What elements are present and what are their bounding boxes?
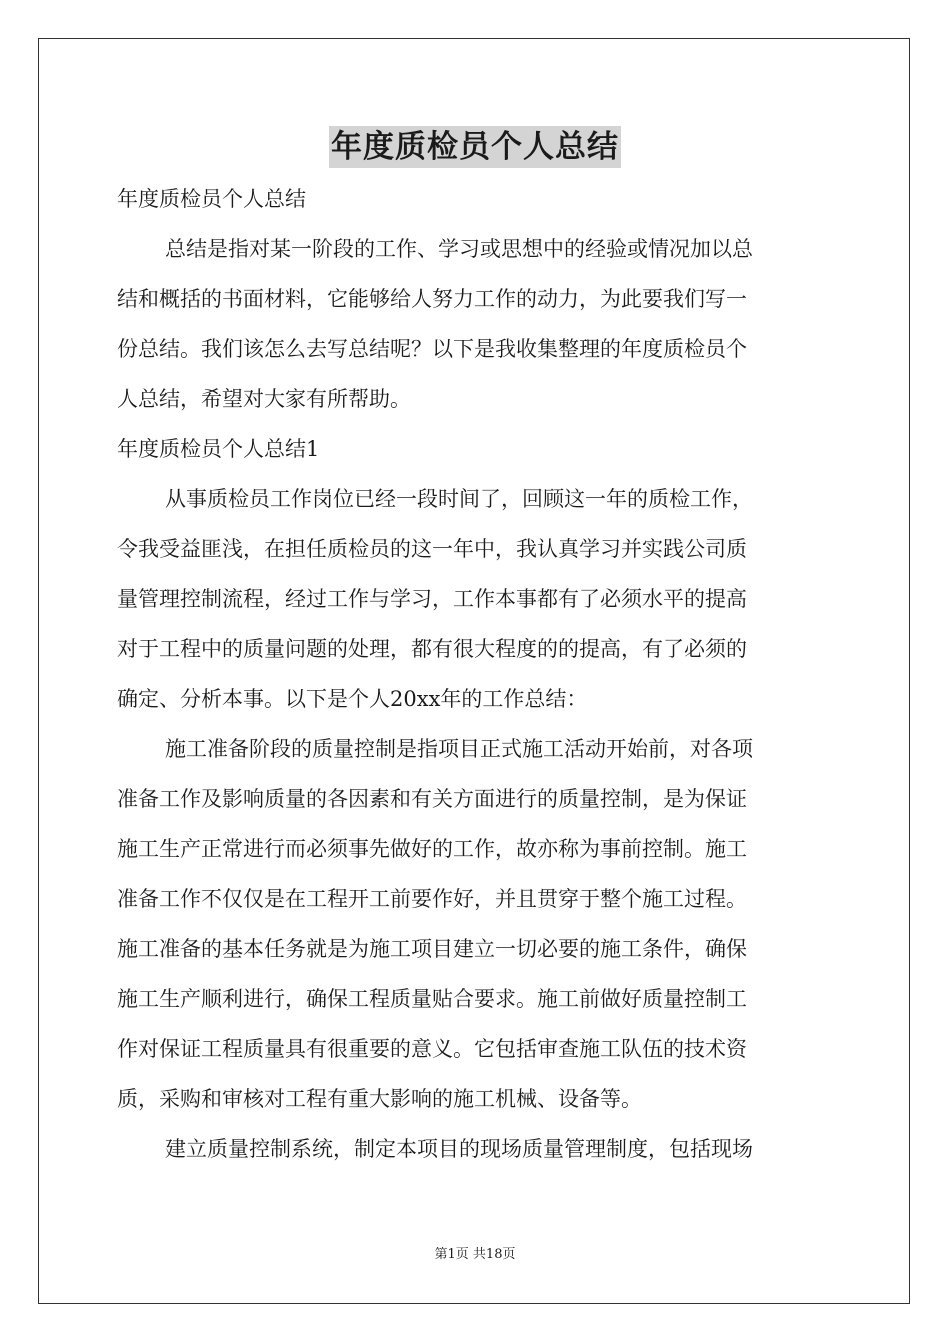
document-title: 年度质检员个人总结 xyxy=(329,126,621,168)
paragraph-line: 准备工作及影响质量的各因素和有关方面进行的质量控制，是为保证 xyxy=(117,787,747,811)
paragraph-line: 施工准备的基本任务就是为施工项目建立一切必要的施工条件，确保 xyxy=(117,937,747,961)
paragraph-line: 对于工程中的质量问题的处理，都有很大程度的的提高，有了必须的 xyxy=(117,637,747,661)
title-container xyxy=(0,126,950,168)
paragraph-line: 令我受益匪浅，在担任质检员的这一年中，我认真学习并实践公司质 xyxy=(117,537,747,561)
paragraph-line: 建立质量控制系统，制定本项目的现场质量管理制度，包括现场 xyxy=(165,1137,753,1161)
paragraph-line: 确定、分析本事。以下是个人20xx年的工作总结： xyxy=(117,687,588,711)
page-border xyxy=(38,38,910,1304)
paragraph-line: 作对保证工程质量具有很重要的意义。它包括审查施工队伍的技术资 xyxy=(117,1037,747,1061)
paragraph-line: 施工准备阶段的质量控制是指项目正式施工活动开始前，对各项 xyxy=(165,737,753,761)
paragraph-line: 人总结，希望对大家有所帮助。 xyxy=(117,387,411,411)
paragraph-line: 从事质检员工作岗位已经一段时间了，回顾这一年的质检工作， xyxy=(165,487,753,511)
paragraph-line: 量管理控制流程，经过工作与学习，工作本事都有了必须水平的提高 xyxy=(117,587,747,611)
paragraph-line: 施工生产正常进行而必须事先做好的工作，故亦称为事前控制。施工 xyxy=(117,837,747,861)
paragraph-line: 份总结。我们该怎么去写总结呢？以下是我收集整理的年度质检员个 xyxy=(117,337,747,361)
page-footer: 第1页 共18页 xyxy=(434,1247,516,1262)
section-heading: 年度质检员个人总结1 xyxy=(117,437,320,461)
paragraph-line: 结和概括的书面材料，它能够给人努力工作的动力，为此要我们写一 xyxy=(117,287,747,311)
paragraph-line: 准备工作不仅仅是在工程开工前要作好，并且贯穿于整个施工过程。 xyxy=(117,887,747,911)
paragraph-line: 施工生产顺利进行，确保工程质量贴合要求。施工前做好质量控制工 xyxy=(117,987,747,1011)
subtitle-line: 年度质检员个人总结 xyxy=(117,187,306,211)
paragraph-line: 质，采购和审核对工程有重大影响的施工机械、设备等。 xyxy=(117,1087,642,1111)
paragraph-line: 总结是指对某一阶段的工作、学习或思想中的经验或情况加以总 xyxy=(165,237,753,261)
